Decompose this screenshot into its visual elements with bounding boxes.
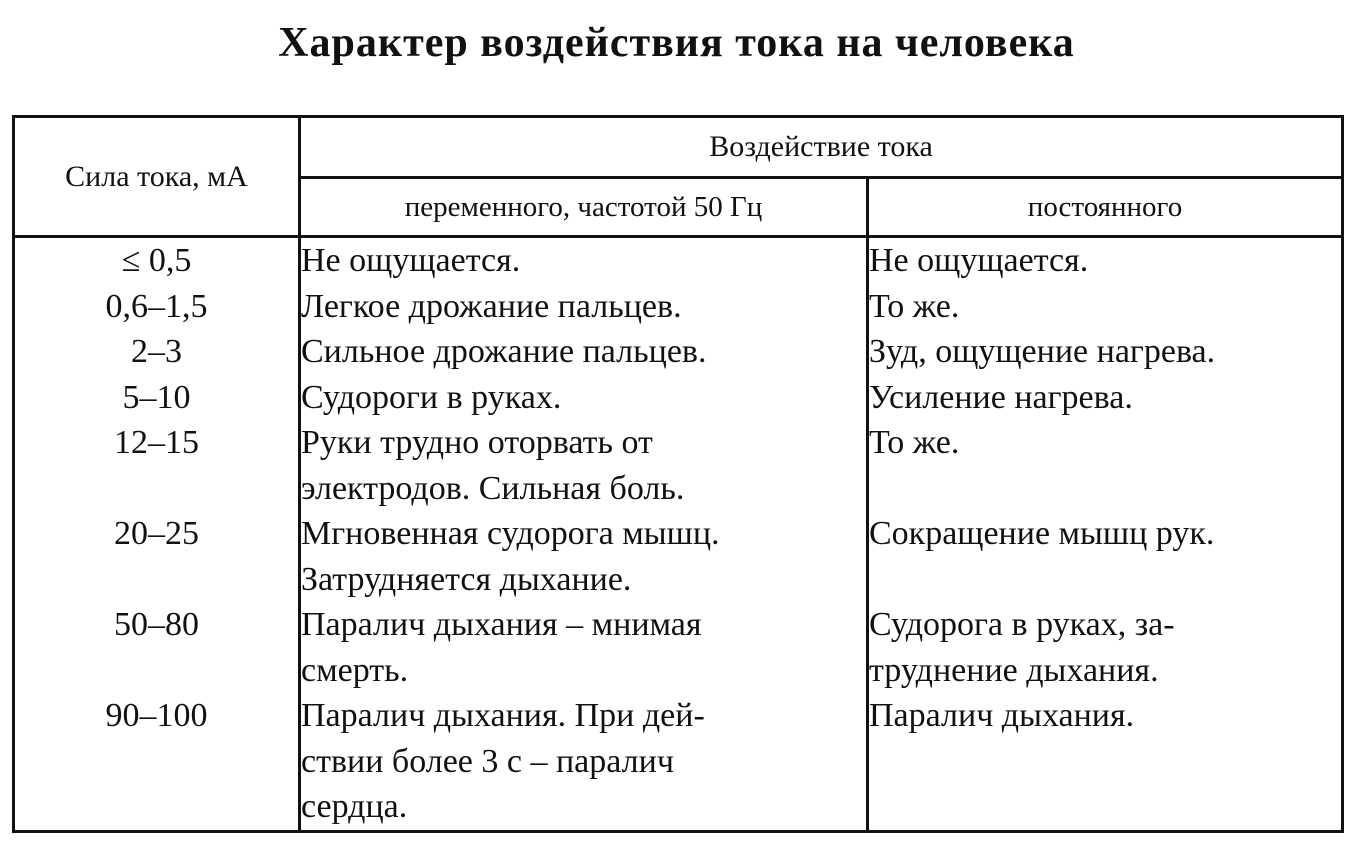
header-direct: постоянного [868,178,1343,237]
direct-effect [869,693,1341,830]
alternating-effect-line: Мгновенная судорога мышц. [301,515,720,552]
alternating-effect-line: Легкое дрожание пальцев. [301,287,682,325]
current-value [15,238,298,284]
current-value [15,693,298,830]
direct-effect-line: Сокращение мышц рук. [869,515,1215,552]
current-value-text: 2–3 [131,333,182,370]
alternating-effect [301,693,866,830]
direct-effects-column [868,237,1343,832]
alternating-effect-line: Паралич дыхания – мнимая [301,606,702,643]
direct-effect [869,375,1341,421]
current-value [15,602,298,693]
alternating-effect [301,238,866,284]
current-value-text: ≤ 0,5 [121,242,192,279]
header-alternating: переменного, частотой 50 Гц [300,178,868,237]
table-body-row [14,237,1343,832]
direct-effect-line: То же. [869,287,960,325]
current-value [15,420,298,511]
alternating-effect-line: электродов. Сильная боль. [301,469,685,507]
current-value [15,329,298,375]
alternating-effect-line: смерть. [301,651,409,689]
current-value [15,284,298,330]
header-current-effect: Воздействие тока [300,117,1343,178]
alternating-effect [301,420,866,511]
alternating-effect-line: сердца. [301,788,408,825]
alternating-effect-line: Не ощущается. [301,242,521,279]
header-current-strength: Сила тока, мА [14,117,300,237]
current-value-text: 90–100 [105,697,208,734]
current-effects-table [12,115,1344,833]
alternating-effects-column [300,237,868,832]
current-value-text: 5–10 [122,378,191,416]
alternating-effect-line: Руки трудно оторвать от [301,424,653,461]
alternating-effect [301,602,866,693]
direct-effect [869,238,1341,284]
current-value-text: 0,6–1,5 [105,287,208,325]
alternating-effect-line: Затрудняется дыхание. [301,560,632,598]
direct-effect [869,329,1341,375]
page-title: Характер воздействия тока на человека [278,20,1075,66]
alternating-effect-line: Судороги в руках. [301,378,562,416]
alternating-effect-line: ствии более 3 с – паралич [301,742,674,780]
direct-effect [869,420,1341,511]
current-value-text: 20–25 [114,515,199,552]
current-value-text: 50–80 [114,606,199,643]
header-row-top [14,117,1343,178]
alternating-effect-line: Сильное дрожание пальцев. [301,333,707,370]
direct-effect [869,511,1341,602]
current-value [15,511,298,602]
direct-effect-line: То же. [869,424,960,461]
alternating-effect [301,511,866,602]
direct-effect-line: Паралич дыхания. [869,697,1135,734]
alternating-effect-line: Паралич дыхания. При дей- [301,697,705,734]
current-value [15,375,298,421]
direct-effect-line: Зуд, ощущение нагрева. [869,333,1216,370]
alternating-effect [301,375,866,421]
current-values-column [14,237,300,832]
direct-effect [869,602,1341,693]
current-value-text: 12–15 [114,424,199,461]
direct-effect-line: труднение дыхания. [869,651,1159,689]
direct-effect-line: Судорога в руках, за- [869,606,1175,643]
direct-effect-line: Усиление нагрева. [869,378,1133,416]
direct-effect-line: Не ощущается. [869,242,1089,279]
alternating-effect [301,284,866,330]
alternating-effect [301,329,866,375]
direct-effect [869,284,1341,330]
